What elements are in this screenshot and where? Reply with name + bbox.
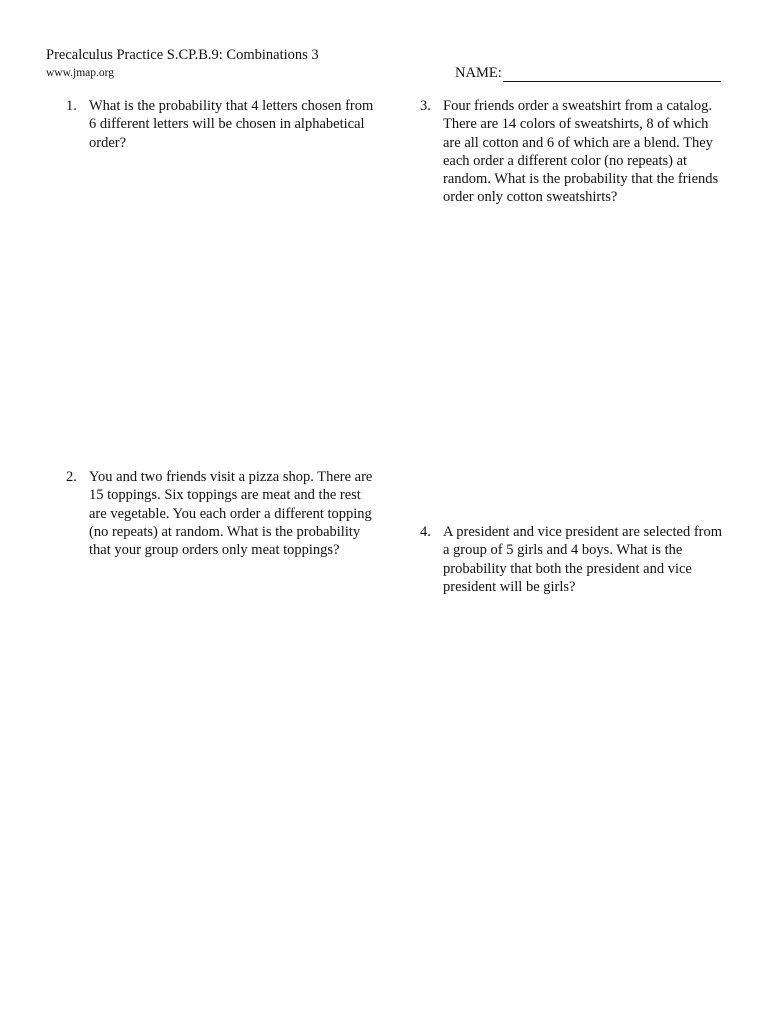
website-url: www.jmap.org	[46, 67, 115, 79]
question-number: 2.	[66, 469, 77, 485]
question-number: 3.	[420, 98, 431, 114]
question-text: You and two friends visit a pizza shop. There are 15 toppings. Six toppings are meat and the rest are vegetable. You each order a different topping (no repeats) at random. What is the probability that your group orders only meat toppings?	[89, 469, 373, 559]
question-text: A president and vice president are selected from a group of 5 girls and 4 boys. What is the probability that both the president and vice president will be girls?	[443, 524, 723, 595]
question-number: 1.	[66, 98, 77, 114]
question-number: 4.	[420, 524, 431, 540]
name-field	[455, 64, 721, 82]
worksheet-title: Precalculus Practice S.CP.B.9: Combinations 3	[46, 47, 319, 63]
name-blank-line	[503, 66, 721, 82]
name-label: NAME:	[455, 65, 502, 81]
question-text: What is the probability that 4 letters chosen from 6 different letters will be chosen in alphabetical order?	[89, 98, 374, 151]
question-text: Four friends order a sweatshirt from a catalog. There are 14 colors of sweatshirts, 8 of which are all cotton and 6 of which are a blend. They each order a different color (no repeats) at random. What is the probability that the friends order only cotton sweatshirts?	[443, 98, 719, 206]
